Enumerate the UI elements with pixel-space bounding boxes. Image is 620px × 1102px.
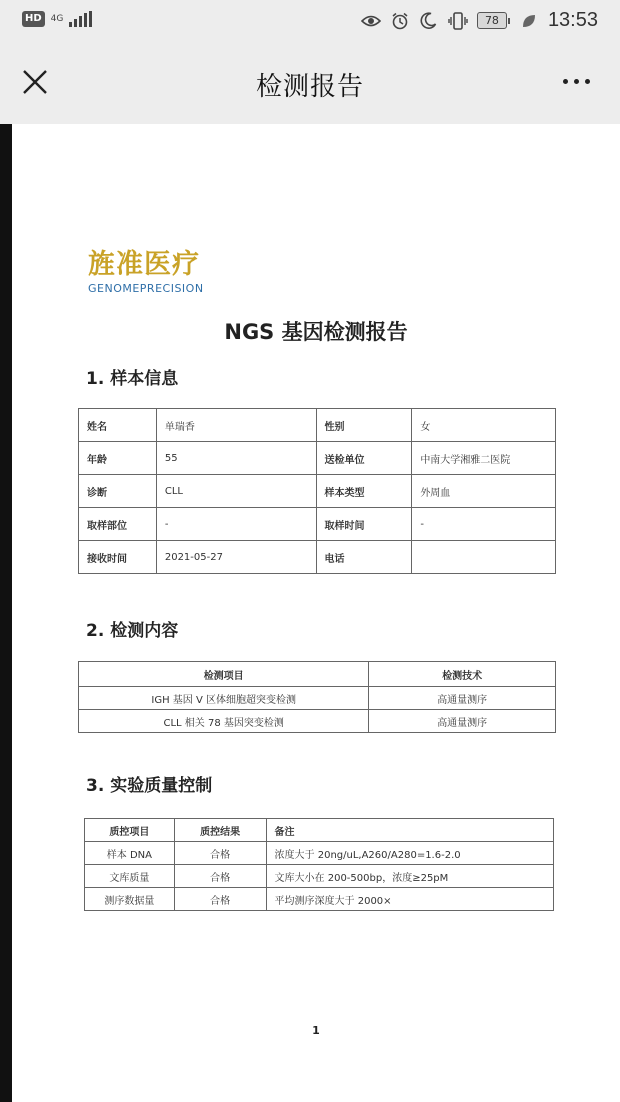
battery-level: 78 [477,12,507,29]
section-heading-quality-control: 3. 实验质量控制 [86,776,213,796]
table-row [79,541,556,574]
table-cell: 样本类型 [316,475,412,508]
column-header: 检测技术 [369,662,556,687]
table-cell: 取样部位 [79,508,157,541]
table-row [79,710,556,733]
quality-control-table [84,818,554,911]
more-icon [563,79,568,84]
table-cell: 高通量测序 [369,710,556,733]
table-cell: 单瑞香 [156,409,316,442]
table-header-row [85,819,554,842]
column-header: 检测项目 [79,662,369,687]
report-title: NGS 基因检测报告 [224,320,408,344]
status-bar [0,0,620,42]
table-cell: 中南大学湘雅二医院 [412,442,556,475]
table-cell: 合格 [174,842,266,865]
hd-badge: HD [22,11,45,27]
table-row [79,475,556,508]
table-row [79,687,556,710]
table-cell: 2021-05-27 [156,541,316,574]
table-cell: 55 [156,442,316,475]
table-cell: 合格 [174,888,266,911]
table-cell: - [412,508,556,541]
logo-chinese: 旌准医疗 [88,249,200,280]
table-cell: 文库大小在 200-500bp，浓度≥25pM [266,865,553,888]
table-row [85,888,554,911]
table-row [85,842,554,865]
table-cell: 浓度大于 20ng/uL,A260/A280=1.6-2.0 [266,842,553,865]
alarm-icon [390,11,410,31]
network-type [51,15,64,24]
sample-info-table [78,408,556,574]
report-document[interactable] [12,124,620,1102]
table-row [79,409,556,442]
table-cell: 送检单位 [316,442,412,475]
column-header: 质控项目 [85,819,175,842]
title-bar [0,42,620,124]
table-cell: 合格 [174,865,266,888]
network-label: 4G [50,13,64,24]
table-cell: CLL 相关 78 基因突变检测 [79,710,369,733]
table-cell: 高通量测序 [369,687,556,710]
page-title: 检测报告 [255,72,364,102]
moon-icon [419,11,439,31]
vibrate-icon [448,11,468,31]
table-cell: 性别 [316,409,412,442]
table-cell: 样本 DNA [85,842,175,865]
table-cell: 电话 [316,541,412,574]
company-logo [88,250,204,295]
table-cell: 诊断 [79,475,157,508]
page-number: 1 [312,1024,320,1037]
section-heading-test-content: 2. 检测内容 [86,621,179,641]
battery-icon [477,12,510,29]
table-cell: 平均测序深度大于 2000× [266,888,553,911]
table-cell: CLL [156,475,316,508]
table-cell: 外周血 [412,475,556,508]
table-row [79,508,556,541]
table-cell: 测序数据量 [85,888,175,911]
table-row [79,442,556,475]
column-header: 质控结果 [174,819,266,842]
left-edge-bar [0,124,12,1102]
table-cell: 女 [412,409,556,442]
signal-icon [69,11,92,27]
table-cell: IGH 基因 V 区体细胞超突变检测 [79,687,369,710]
eye-icon [361,11,381,31]
table-cell: 接收时间 [79,541,157,574]
table-header-row [79,662,556,687]
table-cell: 年龄 [79,442,157,475]
table-row [85,865,554,888]
section-heading-sample-info: 1. 样本信息 [86,369,179,389]
table-cell: - [156,508,316,541]
leaf-icon [519,11,539,31]
more-button[interactable] [563,79,590,84]
table-cell: 取样时间 [316,508,412,541]
table-cell [412,541,556,574]
test-content-table [78,661,556,733]
logo-english: GENOMEPRECISION [88,282,204,295]
column-header: 备注 [266,819,553,842]
table-cell: 文库质量 [85,865,175,888]
table-cell: 姓名 [79,409,157,442]
clock: 13:53 [547,9,598,31]
